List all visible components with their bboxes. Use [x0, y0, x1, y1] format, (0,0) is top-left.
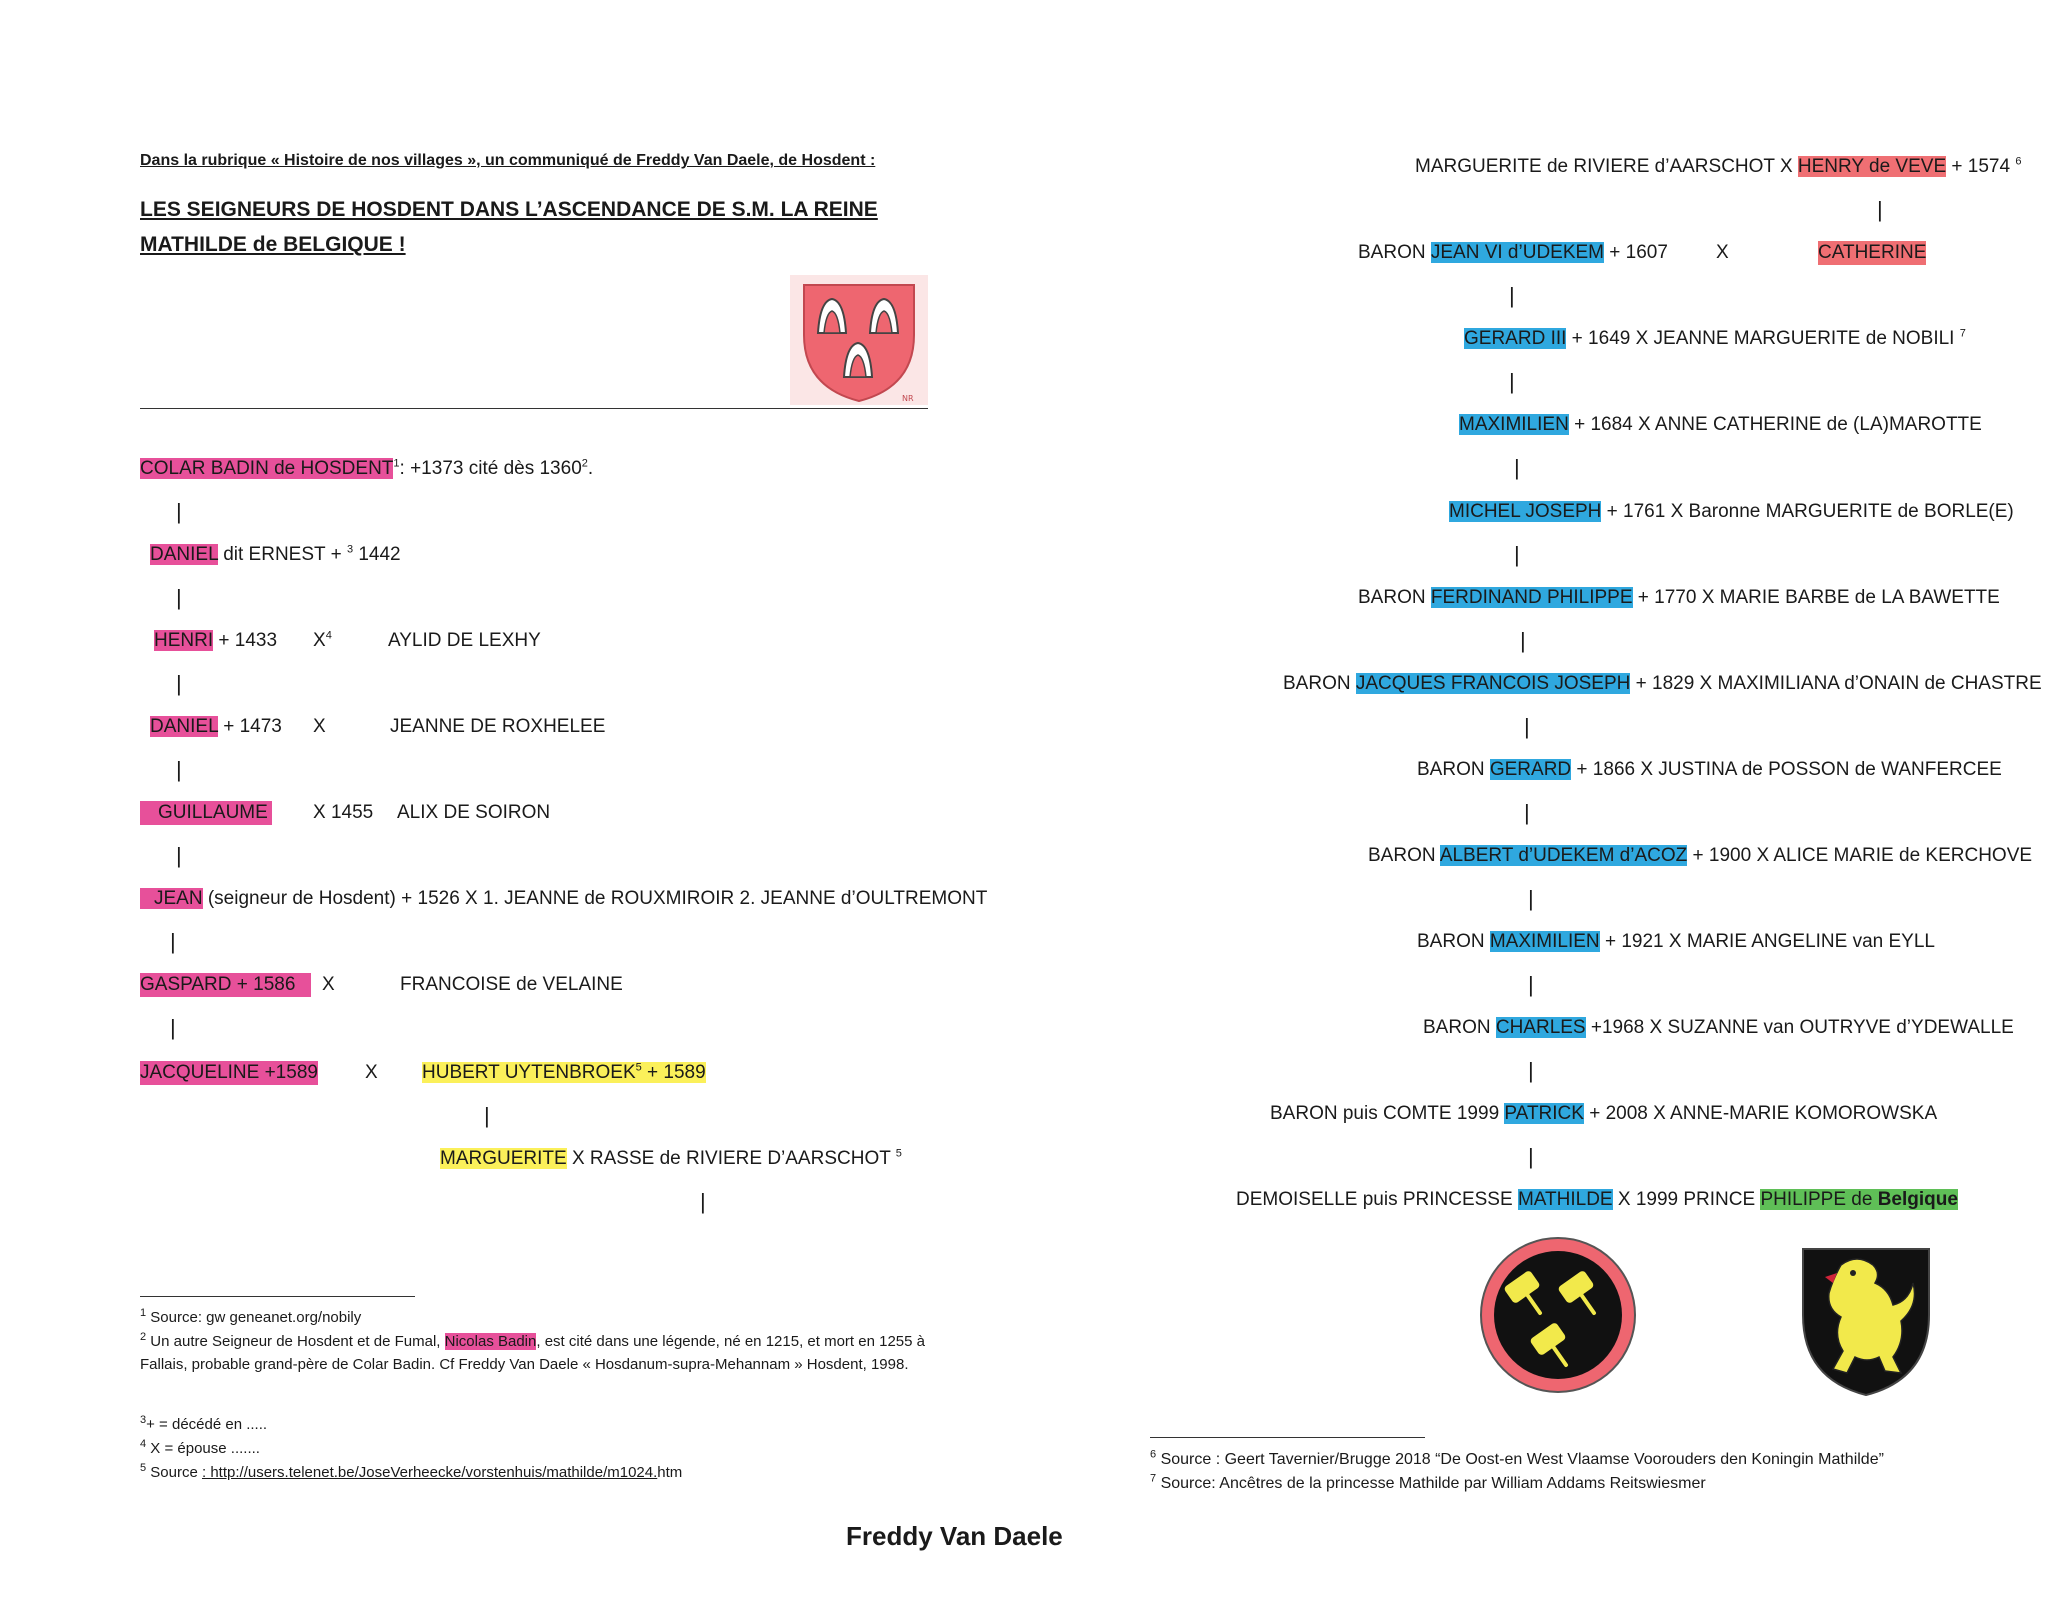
footnote-2-cont: Fallais, probable grand-père de Colar Badin. Cf Freddy Van Daele « Hosdanum-supra-Mehannam » Hosdent, 1998. [140, 1356, 909, 1373]
gen-line-patrick: BARON puis COMTE 1999 PATRICK + 2008 X ANNE-MARIE KOMOROWSKA [1270, 1103, 1938, 1124]
svg-text:NR: NR [902, 394, 914, 403]
gen-line-charles: BARON CHARLES +1968 X SUZANNE van OUTRYVE d’YDEWALLE [1423, 1017, 2014, 1038]
gen-line-guillaume: GUILLAUME [140, 801, 272, 825]
intro-line: Dans la rubrique « Histoire de nos villages », un communiqué de Freddy Van Daele, de Hosdent : [140, 152, 876, 169]
gen-line-gerard-iii: GERARD III + 1649 X JEANNE MARGUERITE de NOBILI $^7$ [1464, 327, 1966, 349]
gen-line-michel-joseph: MICHEL JOSEPH + 1761 X Baronne MARGUERITE de BORLE(E) [1449, 501, 2014, 522]
lineage-connector: | [1520, 628, 1526, 653]
footnote-7: $^7$ Source: Ancêtres de la princesse Mathilde par William Addams Reitswiesmer [1150, 1472, 1706, 1492]
gen-line-jacques-francois-joseph: BARON JACQUES FRANCOIS JOSEPH + 1829 X MAXIMILIANA d’ONAIN de CHASTRE [1283, 673, 2042, 694]
lineage-connector: | [170, 1015, 176, 1040]
lineage-connector: | [1514, 455, 1520, 480]
page-title-line2: MATHILDE de BELGIQUE ! [140, 233, 406, 256]
footnote-2: $^2$ Un autre Seigneur de Hosdent et de Fumal, Nicolas Badin, est cité dans une légende, né en 1215, et mort en 1255 à [140, 1331, 925, 1350]
udekem-coat-of-arms-icon [1478, 1235, 1638, 1395]
spouse-name: FRANCOISE de VELAINE [400, 974, 623, 995]
lineage-connector: | [1509, 369, 1515, 394]
lineage-connector: | [1528, 1144, 1534, 1169]
footnote-1: $^1$ Source: gw geneanet.org/nobily [140, 1307, 362, 1326]
footnote-5: $^5$ Source : http://users.telenet.be/JoseVerheecke/vorstenhuis/mathilde/m1024.htm [140, 1462, 683, 1481]
page-title-line1: LES SEIGNEURS DE HOSDENT DANS L’ASCENDANCE DE S.M. LA REINE [140, 198, 878, 221]
gen-line-jean-vi: BARON JEAN VI d’UDEKEM + 1607 [1358, 242, 1668, 263]
gen-line-henry-de-veve: MARGUERITE de RIVIERE d’AARSCHOT X HENRY de VEVE + 1574 $^6$ [1415, 155, 2022, 177]
gen-line-albert: BARON ALBERT d’UDEKEM d’ACOZ + 1900 X ALICE MARIE de KERCHOVE [1368, 845, 2033, 866]
lineage-connector: | [1514, 542, 1520, 567]
lineage-connector: | [1509, 283, 1515, 308]
gen-line-daniel-1: DANIEL dit ERNEST + $^3$ 1442 [150, 543, 401, 565]
header-divider [140, 408, 928, 409]
gen-line-marguerite: MARGUERITE X RASSE de RIVIERE D’AARSCHOT $^5$ [440, 1147, 902, 1169]
gen-line-gerard: BARON GERARD + 1866 X JUSTINA de POSSON de WANFERCEE [1417, 759, 2002, 780]
gen-line-jean: JEAN (seigneur de Hosdent) + 1526 X 1. JEANNE de ROUXMIROIR 2. JEANNE d’OULTREMONT [140, 887, 987, 911]
marriage-x: X [1716, 242, 1729, 263]
spouse-name: ALIX DE SOIRON [397, 802, 551, 823]
gen-line-maximilien-2: BARON MAXIMILIEN + 1921 X MARIE ANGELINE van EYLL [1417, 931, 1935, 952]
author-signature: Freddy Van Daele [846, 1521, 1063, 1551]
lineage-connector: | [1524, 800, 1530, 825]
footnote-divider [1150, 1437, 1425, 1438]
spouse-catherine: CATHERINE [1818, 242, 1927, 263]
gen-line-ferdinand-philippe: BARON FERDINAND PHILIPPE + 1770 X MARIE BARBE de LA BAWETTE [1358, 587, 2000, 608]
lineage-connector: | [176, 585, 182, 610]
lineage-connector: | [1528, 886, 1534, 911]
lineage-connector: | [484, 1103, 490, 1128]
footnote-divider [140, 1296, 415, 1297]
spouse-name: JEANNE DE ROXHELEE [390, 716, 606, 737]
lineage-connector: | [176, 757, 182, 782]
lineage-connector: | [170, 929, 176, 954]
lineage-connector: | [1528, 972, 1534, 997]
lineage-connector: | [1524, 714, 1530, 739]
lineage-connector: | [176, 671, 182, 696]
marriage-x: X [322, 974, 335, 995]
lineage-connector: | [176, 499, 182, 524]
spouse-name: AYLID DE LEXHY [388, 630, 541, 651]
lineage-connector: | [176, 843, 182, 868]
source-link[interactable]: : http://users.telenet.be/JoseVerheecke/vorstenhuis/mathilde/m1024. [202, 1464, 658, 1481]
hosdent-coat-of-arms-icon [790, 275, 928, 405]
marriage-x: X [365, 1062, 378, 1083]
gen-line-gaspard: GASPARD + 1586 [140, 973, 311, 997]
gen-line-maximilien-1: MAXIMILIEN + 1684 X ANNE CATHERINE de (LA)MAROTTE [1459, 414, 1982, 435]
marriage-x: X 1455 [313, 802, 374, 823]
lineage-connector: | [700, 1189, 706, 1214]
marriage-x: X [313, 716, 326, 737]
gen-line-daniel-2: DANIEL + 1473 [150, 716, 282, 737]
gen-line-colar: COLAR BADIN de $HOSDENT^1$: +1373 cité dès 1360$^2$. [140, 457, 594, 479]
footnote-6: $^6$ Source : Geert Tavernier/Brugge 2018 “De Oost-en West Vlaamse Voorouders den Koningin Mathilde” [1150, 1448, 1884, 1468]
gen-line-mathilde: DEMOISELLE puis PRINCESSE MATHILDE X 1999 PRINCE PHILIPPE de Belgique [1236, 1189, 1958, 1210]
lineage-connector: | [1877, 197, 1883, 222]
footnote-4: $^4$ X = épouse ....... [140, 1438, 260, 1457]
footnote-3: $^3$+ = décédé en ..... [140, 1414, 268, 1433]
marriage-x: $X^4$ [313, 629, 332, 651]
spouse-hubert: HUBERT $UYTENBROEK^5 + 1589$ [422, 1061, 706, 1083]
belgian-lion-coat-of-arms-icon [1797, 1243, 1935, 1399]
lineage-connector: | [1528, 1058, 1534, 1083]
gen-line-jacqueline: JACQUELINE +1589 [140, 1062, 318, 1083]
gen-line-henri: HENRI + 1433 [154, 630, 278, 651]
